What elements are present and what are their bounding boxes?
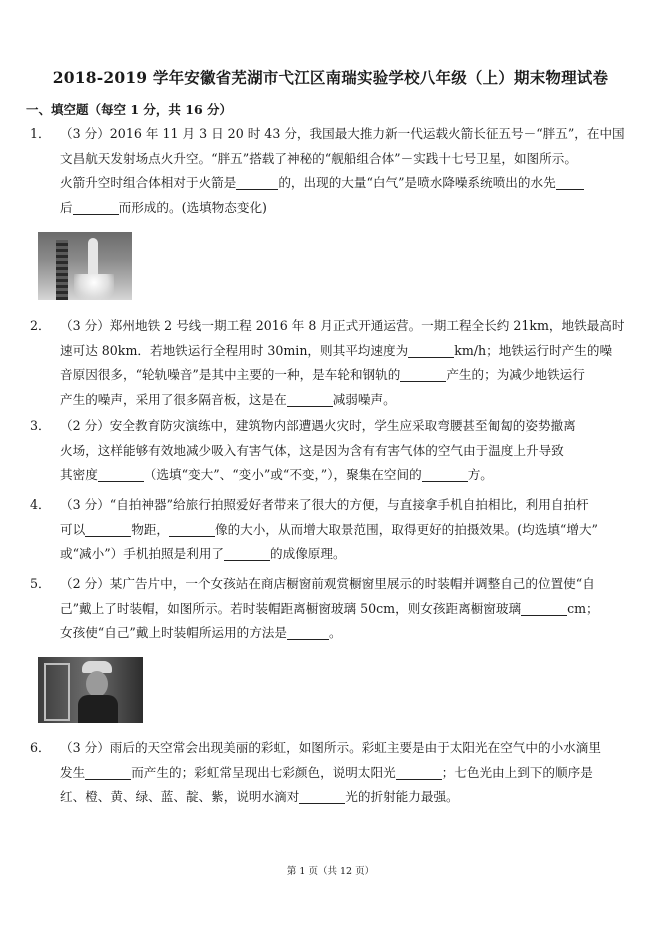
girl-hat-window-image bbox=[38, 657, 143, 723]
question-text: （选填“变大”、“变小”或“不变，”），聚集在空间的 bbox=[143, 467, 422, 482]
question-text: 。 bbox=[328, 625, 342, 640]
question-text: 或“减小”）手机拍照是利用了 bbox=[60, 546, 225, 561]
question-text: 己”戴上了时装帽，如图所示。若时装帽距离橱窗玻璃 50cm，则女孩距离橱窗玻璃 bbox=[60, 600, 522, 616]
body-shape bbox=[78, 695, 118, 723]
question-text: 火场，这样能够有效地减少吸入有害气体，这是因为含有有害气体的空气由于温度上升导致 bbox=[60, 442, 564, 458]
question-text: （3 分）雨后的天空常会出现美丽的彩虹，如图所示。彩虹主要是由于太阳光在空气中的小水滴里 bbox=[60, 740, 601, 755]
question-text: 速可达 80km．若地铁运行全程用时 30min，则其平均速度为 bbox=[60, 342, 409, 358]
question-text: （3 分）郑州地铁 2 号线一期工程 2016 年 8 月正式开通运营。一期工程全长约 21km，地铁最高时 bbox=[60, 318, 625, 333]
question-text: 红、橙、黄、绿、蓝、靛、紫，说明水滴对 bbox=[60, 789, 300, 804]
answer-blank[interactable] bbox=[422, 467, 468, 482]
question-text: 后 bbox=[60, 199, 73, 215]
head-shape bbox=[86, 671, 108, 697]
question-text: 产生的；为减少地铁运行 bbox=[446, 367, 585, 382]
question-text: 像的大小，从而增大取景范围，取得更好的拍摄效果。(均选填“增大” bbox=[214, 521, 598, 537]
question-1 bbox=[30, 122, 636, 220]
answer-blank[interactable] bbox=[396, 765, 442, 780]
answer-blank[interactable] bbox=[299, 789, 345, 804]
rocket-body bbox=[88, 238, 98, 278]
question-6 bbox=[30, 736, 636, 810]
question-text: ；七色光由上到下的顺序是 bbox=[441, 764, 593, 780]
question-5 bbox=[30, 572, 636, 646]
exhaust-plume bbox=[74, 274, 114, 300]
question-text: 发生 bbox=[60, 764, 86, 780]
answer-blank[interactable] bbox=[556, 175, 584, 190]
question-text: 的成像原理。 bbox=[270, 546, 346, 561]
question-text: 女孩使“自己”戴上时装帽所运用的方法是 bbox=[60, 625, 287, 640]
question-number: 2． bbox=[30, 318, 51, 333]
answer-blank[interactable] bbox=[98, 467, 144, 482]
question-text: （3 分）2016 年 11 月 3 日 20 时 43 分，我国最大推力新一代运载火箭长征五号－“胖五”，在中国 bbox=[60, 126, 625, 141]
answer-blank[interactable] bbox=[287, 625, 329, 640]
answer-blank[interactable] bbox=[224, 546, 270, 561]
answer-blank[interactable] bbox=[400, 367, 446, 382]
question-text: 产生的噪声，采用了很多隔音板，这是在 bbox=[60, 391, 287, 407]
question-number: 5． bbox=[30, 576, 51, 591]
question-text: （3 分）“自拍神器”给旅行拍照爱好者带来了很大的方便，与直接拿手机自拍相比，利用自拍杆 bbox=[60, 497, 589, 512]
question-number: 6． bbox=[30, 740, 51, 755]
answer-blank[interactable] bbox=[236, 175, 278, 190]
question-number: 1． bbox=[30, 126, 51, 141]
question-text: 火箭升空时组合体相对于火箭是 bbox=[60, 175, 237, 190]
question-text: cm； bbox=[567, 600, 599, 616]
window-frame bbox=[44, 663, 70, 721]
answer-blank[interactable] bbox=[73, 200, 119, 215]
question-3 bbox=[30, 414, 636, 488]
question-text: km/h；地铁运行时产生的噪 bbox=[454, 342, 613, 358]
question-text: 音原因很多，“轮轨噪音”是其中主要的一种，是车轮和钢轨的 bbox=[60, 367, 401, 382]
question-number: 3． bbox=[30, 418, 51, 433]
question-text: 的，出现的大量“白气”是喷水降噪系统喷出的水先 bbox=[278, 175, 556, 190]
question-text: 而形成的。(选填物态变化) bbox=[118, 199, 267, 215]
question-text: 文昌航天发射场点火升空。“胖五”搭载了神秘的“舰船组合体”－实践十七号卫星，如图所示。 bbox=[60, 150, 577, 166]
question-text: 光的折射能力最强。 bbox=[345, 789, 459, 804]
answer-blank[interactable] bbox=[169, 522, 215, 537]
page-title: 2018-2019 学年安徽省芜湖市弋江区南瑞实验学校八年级（上）期末物理试卷 bbox=[52, 68, 609, 87]
answer-blank[interactable] bbox=[85, 765, 131, 780]
question-number: 4． bbox=[30, 497, 51, 512]
question-text: 而产生的；彩虹常呈现出七彩颜色，说明太阳光 bbox=[131, 764, 396, 780]
question-text: 可以 bbox=[60, 521, 86, 537]
question-2 bbox=[30, 314, 636, 412]
question-text: 方。 bbox=[467, 467, 493, 482]
rocket-launch-image bbox=[38, 232, 132, 300]
question-text: 物距， bbox=[131, 521, 169, 537]
page-footer: 第 1 页（共 12 页） bbox=[286, 866, 375, 877]
question-text: （2 分）某广告片中，一个女孩站在商店橱窗前观赏橱窗里展示的时装帽并调整自己的位置使“自 bbox=[60, 576, 595, 591]
question-text: 其密度 bbox=[60, 467, 98, 482]
answer-blank[interactable] bbox=[287, 392, 333, 407]
question-4 bbox=[30, 493, 636, 567]
question-text: 减弱噪声。 bbox=[332, 391, 396, 407]
launch-tower bbox=[56, 240, 68, 300]
answer-blank[interactable] bbox=[408, 343, 454, 358]
answer-blank[interactable] bbox=[521, 601, 567, 616]
answer-blank[interactable] bbox=[85, 522, 131, 537]
section-heading: 一、填空题（每空 1 分，共 16 分） bbox=[26, 102, 233, 117]
question-text: （2 分）安全教育防灾演练中，建筑物内部遭遇火灾时，学生应采取弯腰甚至匍匐的姿势撤离 bbox=[60, 418, 576, 433]
